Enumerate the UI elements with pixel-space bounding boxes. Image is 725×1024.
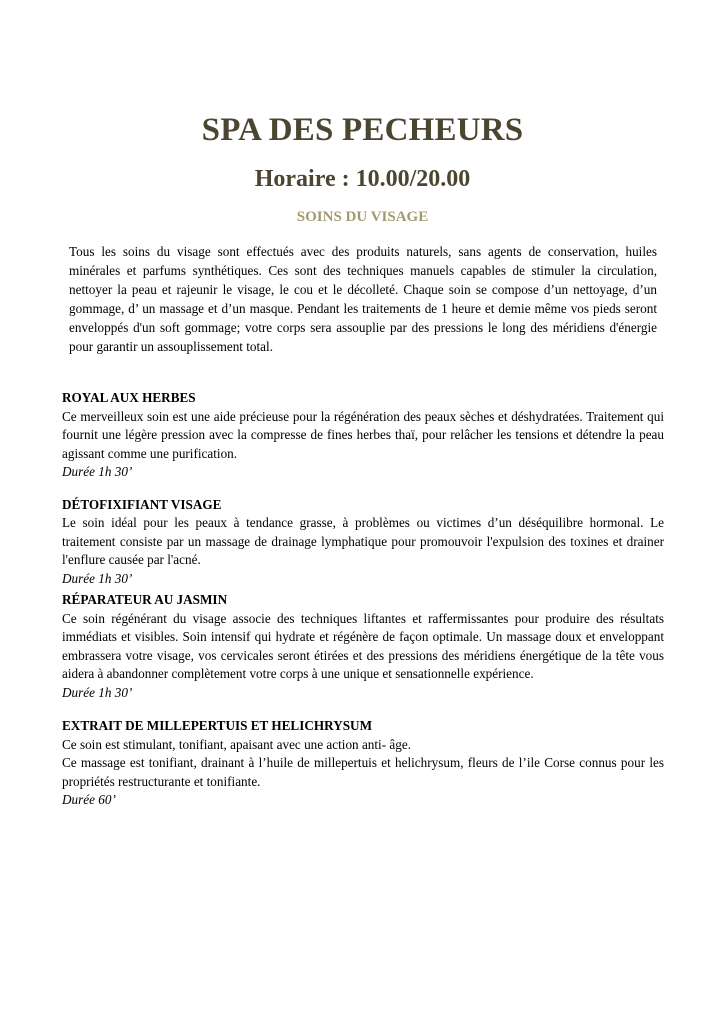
- treatment-item: [62, 591, 664, 702]
- treatment-description: Ce massage est tonifiant, drainant à l’huile de millepertuis et helichrysum, fleurs de l’ile Corse connus pour les propriétés restructurante et tonifiante.: [62, 755, 664, 789]
- treatment-item: [62, 717, 664, 810]
- treatment-duration: Durée 1h 30’: [62, 570, 133, 586]
- opening-hours: Horaire : 10.00/20.00: [254, 166, 471, 192]
- treatment-item: [62, 496, 664, 589]
- intro-paragraph: Tous les soins du visage sont effectués avec des produits naturels, sans agents de conservation, huiles minérales et parfums synthétiques. Ces sont des techniques manuels capables de stimuler la circulation, nettoyer la peau et rajeunir le visage, le cou et le décolleté. Chaque soin se compose d’un nettoyage, d’un gommage, d’ un massage et d’un masque. Pendant les traitements de 1 heure et demie même vos pieds seront enveloppés d'un soft gommage; votre corps sera assouplie par des pressions le long des méridiens d'énergie pour garantir un assouplissement total.: [69, 244, 657, 354]
- treatment-description: Ce soin régénérant du visage associe des techniques liftantes et raffermissantes pour produire des résultats immédiats et visibles. Soin intensif qui hydrate et régénère de façon optimale. Un massage doux et enveloppant embrassera votre visage, vos cervicales seront étirées et des pressions des méridiens énergétique de la tête vous aidera à abandonner complètement votre corps à une unique et sensationnelle expérience.: [62, 610, 664, 681]
- treatment-item: [62, 389, 664, 482]
- treatment-duration: Durée 60’: [62, 792, 116, 807]
- treatment-description: Ce soin est stimulant, tonifiant, apaisant avec une action anti- âge.: [62, 736, 411, 752]
- page-title: SPA DES PECHEURS: [201, 112, 524, 148]
- treatment-description: Ce merveilleux soin est une aide précieuse pour la régénération des peaux sèches et déshydratées. Traitement qui fournit une légère pression avec la compresse de fines herbes thaï, pour relâcher les tensions et détendre la peau agissant comme une purification.: [62, 408, 664, 461]
- treatment-description: Le soin idéal pour les peaux à tendance grasse, à problèmes ou victimes d’un déséquilibre hormonal. Le traitement consiste par un massage de drainage lymphatique pour promouvoir l'expulsion des toxines et drainer l'enflure causée par l'acné.: [62, 515, 664, 567]
- treatment-list: [62, 389, 664, 810]
- treatment-name: RÉPARATEUR AU JASMIN: [62, 592, 228, 607]
- treatment-duration: Durée 1h 30’: [62, 684, 133, 700]
- treatment-name: DÉTOFIXIFIANT VISAGE: [62, 496, 222, 512]
- section-title: SOINS DU VISAGE: [296, 209, 429, 225]
- treatment-duration: Durée 1h 30’: [62, 464, 133, 479]
- treatment-name: EXTRAIT DE MILLEPERTUIS ET HELICHRYSUM: [62, 718, 373, 733]
- treatment-name: ROYAL AUX HERBES: [62, 390, 196, 405]
